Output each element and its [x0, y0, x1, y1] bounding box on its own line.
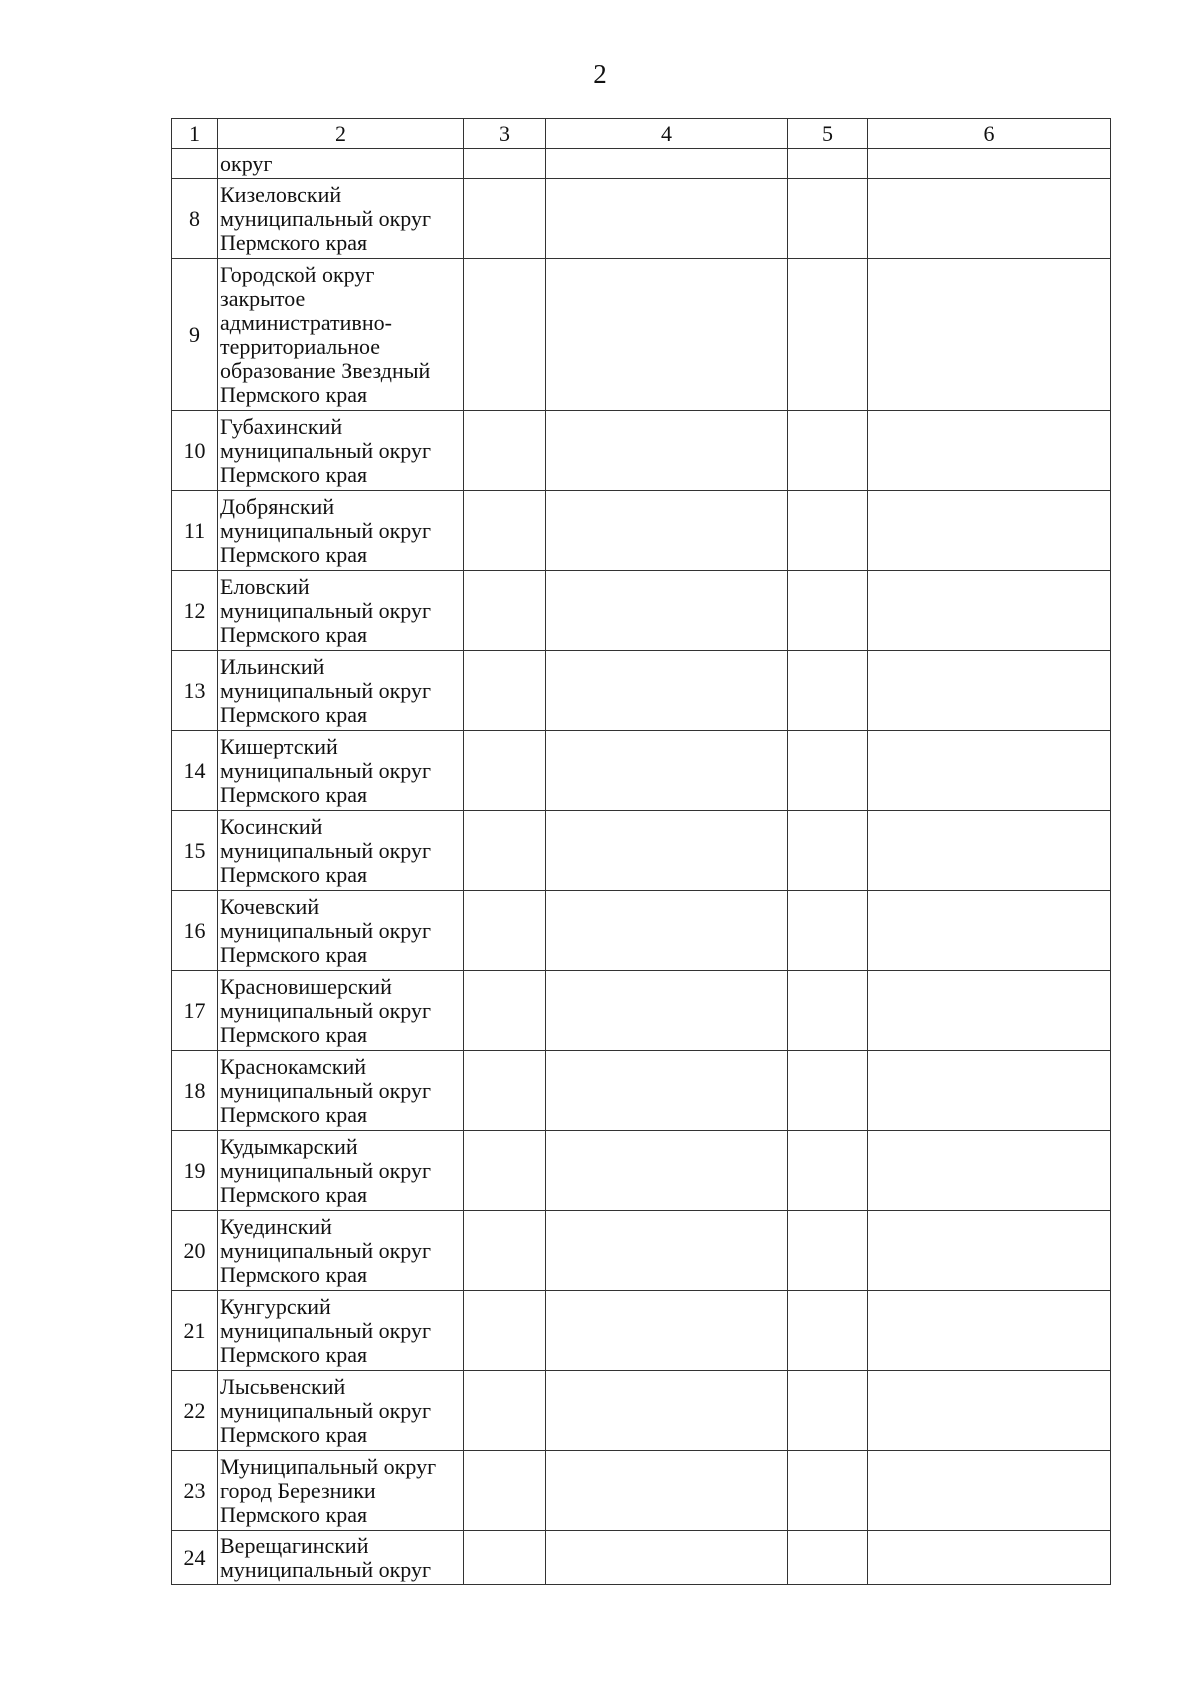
row-number: 8 — [172, 179, 218, 259]
cell-col6 — [868, 1291, 1111, 1371]
cell-col5 — [788, 1371, 868, 1451]
table-row — [172, 1291, 1111, 1371]
cell-col6 — [868, 1531, 1111, 1585]
cell-col4 — [546, 1131, 788, 1211]
row-number: 23 — [172, 1451, 218, 1531]
table-row — [172, 971, 1111, 1051]
cell-col4 — [546, 811, 788, 891]
cell-col4 — [546, 1051, 788, 1131]
cell-col4 — [546, 491, 788, 571]
row-number: 9 — [172, 259, 218, 411]
column-header-2: 2 — [218, 119, 464, 149]
cell-col3 — [464, 1371, 546, 1451]
cell-col3 — [464, 571, 546, 651]
municipality-name: Куединский муниципальный округ Пермского края — [218, 1211, 464, 1291]
cell-col6 — [868, 411, 1111, 491]
cell-col5 — [788, 571, 868, 651]
cell-col4 — [546, 411, 788, 491]
table-row — [172, 1531, 1111, 1585]
cell-col4 — [546, 891, 788, 971]
cell-col4 — [546, 1371, 788, 1451]
cell-col4 — [546, 731, 788, 811]
column-header-5: 5 — [788, 119, 868, 149]
cell-col3 — [464, 1451, 546, 1531]
table-row — [172, 1131, 1111, 1211]
cell-col5 — [788, 1291, 868, 1371]
cell-col6 — [868, 1131, 1111, 1211]
cell-col6 — [868, 731, 1111, 811]
cell-col3 — [464, 1051, 546, 1131]
cell-col3 — [464, 1211, 546, 1291]
cell-col3 — [464, 259, 546, 411]
cell-col6 — [868, 149, 1111, 179]
cell-col3 — [464, 731, 546, 811]
column-header-6: 6 — [868, 119, 1111, 149]
row-number: 19 — [172, 1131, 218, 1211]
cell-col5 — [788, 179, 868, 259]
row-number: 22 — [172, 1371, 218, 1451]
municipality-name: Городской округ закрытое административно- территориальное образование Звездный Пермского края — [218, 259, 464, 411]
cell-col6 — [868, 571, 1111, 651]
row-number: 12 — [172, 571, 218, 651]
cell-col6 — [868, 179, 1111, 259]
municipality-name: округ — [218, 149, 464, 179]
municipality-name: Краснокамский муниципальный округ Пермского края — [218, 1051, 464, 1131]
cell-col5 — [788, 1131, 868, 1211]
table-row — [172, 491, 1111, 571]
row-number: 16 — [172, 891, 218, 971]
cell-col3 — [464, 1531, 546, 1585]
table-row — [172, 1051, 1111, 1131]
cell-col3 — [464, 891, 546, 971]
cell-col4 — [546, 1291, 788, 1371]
column-header-3: 3 — [464, 119, 546, 149]
municipality-name: Лысьвенский муниципальный округ Пермского края — [218, 1371, 464, 1451]
row-number — [172, 149, 218, 179]
cell-col5 — [788, 731, 868, 811]
page-number: 2 — [593, 59, 607, 89]
column-number-row — [172, 119, 1111, 149]
municipality-name: Верещагинский муниципальный округ — [218, 1531, 464, 1585]
cell-col6 — [868, 1451, 1111, 1531]
table-row — [172, 1451, 1111, 1531]
cell-col5 — [788, 1531, 868, 1585]
table-row — [172, 651, 1111, 731]
cell-col4 — [546, 259, 788, 411]
table-row — [172, 571, 1111, 651]
cell-col6 — [868, 491, 1111, 571]
cell-col5 — [788, 891, 868, 971]
municipalities-table — [171, 118, 1111, 1585]
table-row — [172, 259, 1111, 411]
cell-col4 — [546, 651, 788, 731]
cell-col4 — [546, 179, 788, 259]
row-number: 15 — [172, 811, 218, 891]
row-number: 20 — [172, 1211, 218, 1291]
municipality-name: Еловский муниципальный округ Пермского края — [218, 571, 464, 651]
table-row — [172, 811, 1111, 891]
municipality-name: Губахинский муниципальный округ Пермского края — [218, 411, 464, 491]
row-number: 10 — [172, 411, 218, 491]
municipality-name: Косинский муниципальный округ Пермского края — [218, 811, 464, 891]
cell-col5 — [788, 811, 868, 891]
cell-col6 — [868, 891, 1111, 971]
cell-col4 — [546, 571, 788, 651]
municipality-name: Кизеловский муниципальный округ Пермского края — [218, 179, 464, 259]
cell-col3 — [464, 179, 546, 259]
cell-col5 — [788, 259, 868, 411]
row-number: 24 — [172, 1531, 218, 1585]
cell-col4 — [546, 1531, 788, 1585]
row-number: 14 — [172, 731, 218, 811]
cell-col6 — [868, 971, 1111, 1051]
table-row — [172, 1211, 1111, 1291]
row-number: 17 — [172, 971, 218, 1051]
cell-col3 — [464, 971, 546, 1051]
municipality-name: Ильинский муниципальный округ Пермского края — [218, 651, 464, 731]
cell-col5 — [788, 149, 868, 179]
cell-col6 — [868, 259, 1111, 411]
table-row — [172, 731, 1111, 811]
municipality-name: Кунгурский муниципальный округ Пермского края — [218, 1291, 464, 1371]
cell-col5 — [788, 1051, 868, 1131]
municipality-name: Кишертский муниципальный округ Пермского края — [218, 731, 464, 811]
municipality-name: Муниципальный округ город Березники Пермского края — [218, 1451, 464, 1531]
cell-col5 — [788, 411, 868, 491]
row-number: 18 — [172, 1051, 218, 1131]
cell-col5 — [788, 1451, 868, 1531]
cell-col3 — [464, 411, 546, 491]
municipality-name: Добрянский муниципальный округ Пермского края — [218, 491, 464, 571]
municipality-name: Красновишерский муниципальный округ Пермского края — [218, 971, 464, 1051]
column-header-4: 4 — [546, 119, 788, 149]
cell-col4 — [546, 1451, 788, 1531]
cell-col3 — [464, 651, 546, 731]
cell-col6 — [868, 651, 1111, 731]
row-number: 13 — [172, 651, 218, 731]
cell-col5 — [788, 491, 868, 571]
cell-col4 — [546, 1211, 788, 1291]
cell-col6 — [868, 1211, 1111, 1291]
cell-col3 — [464, 811, 546, 891]
cell-col3 — [464, 491, 546, 571]
cell-col3 — [464, 1131, 546, 1211]
cell-col3 — [464, 149, 546, 179]
cell-col6 — [868, 1371, 1111, 1451]
cell-col5 — [788, 971, 868, 1051]
row-number: 11 — [172, 491, 218, 571]
cell-col4 — [546, 971, 788, 1051]
cell-col4 — [546, 149, 788, 179]
table-row — [172, 149, 1111, 179]
table-row — [172, 891, 1111, 971]
municipality-name: Кудымкарский муниципальный округ Пермского края — [218, 1131, 464, 1211]
column-header-1: 1 — [172, 119, 218, 149]
cell-col5 — [788, 1211, 868, 1291]
cell-col6 — [868, 811, 1111, 891]
table-row — [172, 1371, 1111, 1451]
table-row — [172, 411, 1111, 491]
table-row — [172, 179, 1111, 259]
cell-col3 — [464, 1291, 546, 1371]
cell-col6 — [868, 1051, 1111, 1131]
municipality-name: Кочевский муниципальный округ Пермского края — [218, 891, 464, 971]
row-number: 21 — [172, 1291, 218, 1371]
cell-col5 — [788, 651, 868, 731]
